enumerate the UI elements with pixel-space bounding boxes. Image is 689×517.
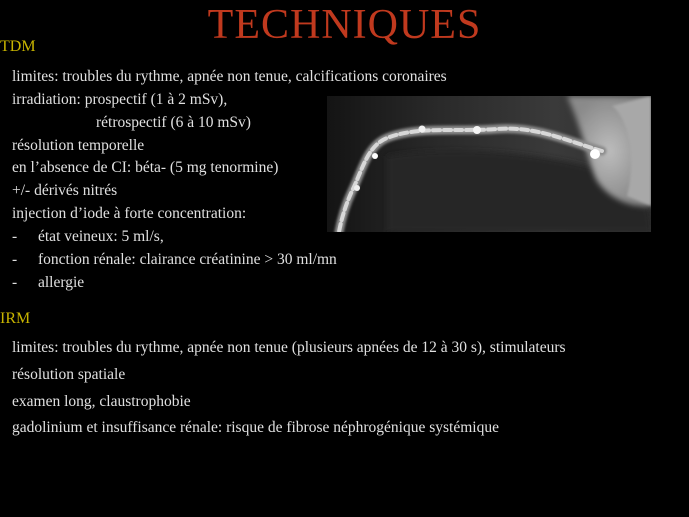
- tdm-line: limites: troubles du rythme, apnée non tenue, calcifications coronaires: [12, 68, 447, 85]
- irm-line: gadolinium et insuffisance rénale: risque de fibrose néphrogénique systémique: [12, 419, 499, 436]
- tdm-bullet: fonction rénale: clairance créatinine > 30 ml/mn: [38, 251, 337, 268]
- tdm-line: en l’absence de CI: béta- (5 mg tenormine): [12, 159, 279, 176]
- tdm-line: rétrospectif (6 à 10 mSv): [96, 114, 251, 131]
- slide-title: TECHNIQUES: [207, 2, 482, 48]
- irm-line: examen long, claustrophobie: [12, 393, 191, 410]
- coronary-ct-graphic: [327, 96, 651, 232]
- tdm-line: irradiation: prospectif (1 à 2 mSv),: [12, 91, 228, 108]
- irm-line: résolution spatiale: [12, 366, 126, 383]
- tdm-bullet: état veineux: 5 ml/s,: [38, 228, 164, 245]
- bullet-dash: -: [12, 251, 18, 268]
- tdm-line: résolution temporelle: [12, 137, 145, 154]
- tdm-line: injection d’iode à forte concentration:: [12, 205, 247, 222]
- irm-line: limites: troubles du rythme, apnée non tenue (plusieurs apnées de 12 à 30 s), stimulateurs: [12, 339, 566, 356]
- section-heading-tdm: TDM: [0, 38, 36, 55]
- tdm-line: +/- dérivés nitrés: [12, 182, 118, 199]
- tdm-bullet: allergie: [38, 274, 85, 291]
- bullet-dash: -: [12, 274, 18, 291]
- section-heading-irm: IRM: [0, 310, 31, 327]
- bullet-dash: -: [12, 228, 18, 245]
- coronary-ct-image: [327, 96, 651, 232]
